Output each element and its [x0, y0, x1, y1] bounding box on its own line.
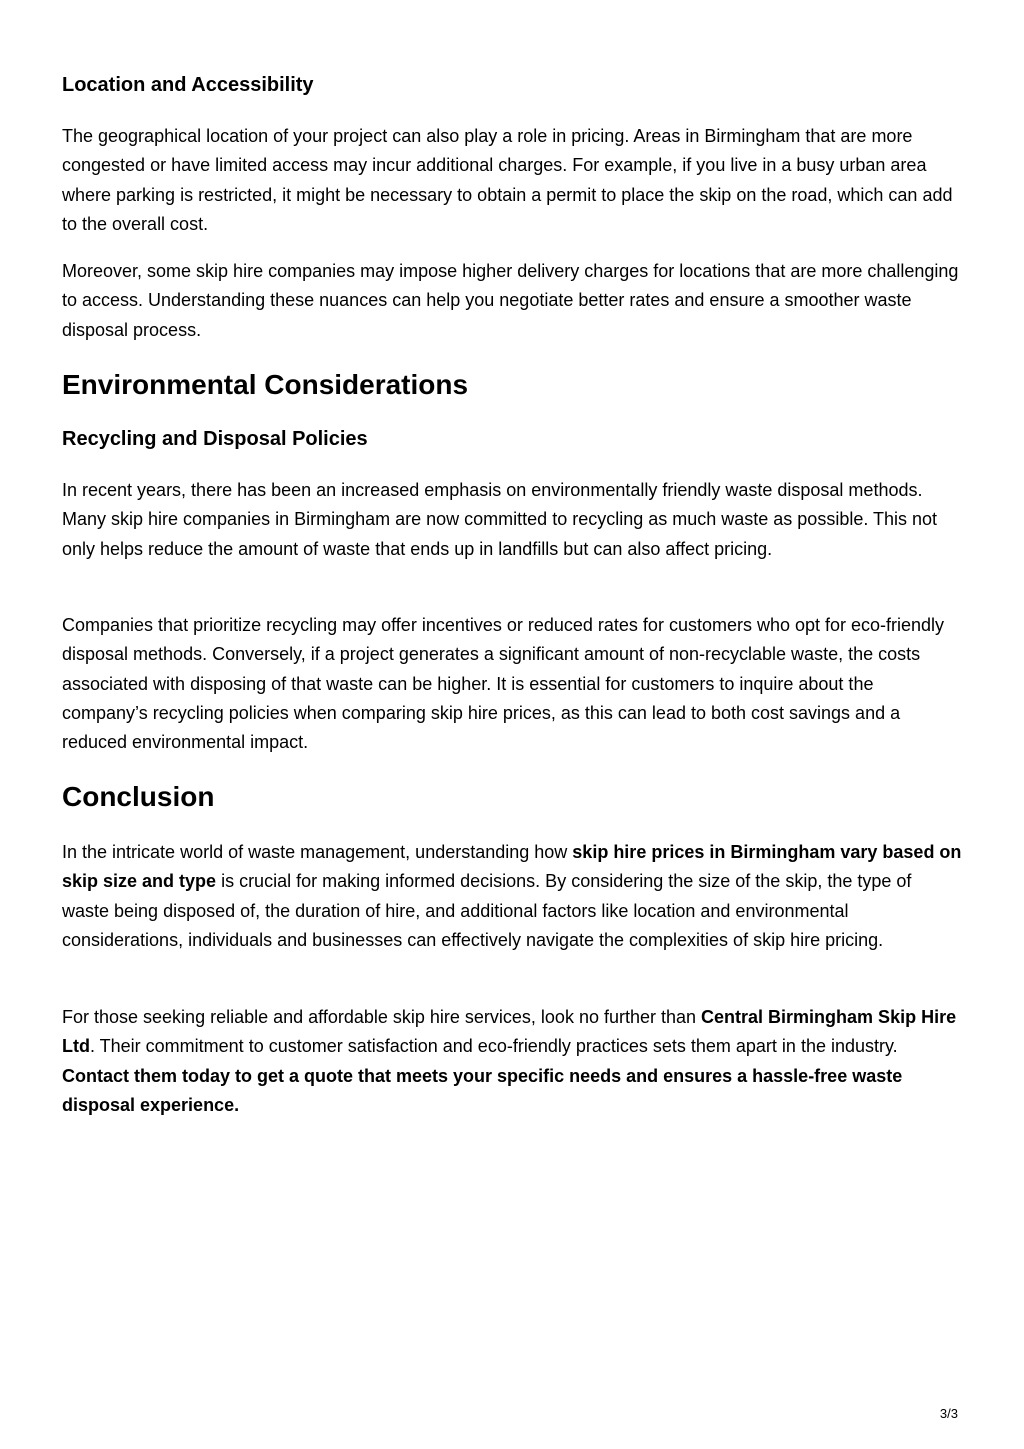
call-to-action-text: Contact them today to get a quote that meets your specific needs and ensures a hassle-free waste disposal experience.	[62, 1065, 903, 1115]
conclusion-p2-text-b: . Their commitment to customer satisfaction and eco-friendly practices sets them apart in the industry.	[89, 1036, 898, 1057]
conclusion-p1-text-b: is crucial for making informed decisions. By considering the size of the skip, the type of waste being disposed of, the duration of hire, and additional factors like location and environmental considerations, individuals and businesses can effectively navigate the complexities of skip hire pricing.	[62, 871, 912, 950]
environmental-heading: Environmental Considerations	[62, 369, 469, 400]
conclusion-paragraph-1	[62, 838, 962, 955]
conclusion-heading: Conclusion	[62, 781, 215, 812]
conclusion-p1-text-a: In the intricate world of waste management, understanding how	[62, 842, 573, 862]
recycling-heading: Recycling and Disposal Policies	[62, 428, 368, 450]
location-paragraph-2: Moreover, some skip hire companies may impose higher delivery charges for locations that are more challenging to access. Understanding these nuances can help you negotiate better rates and ensure a smoother waste disposal process.	[62, 261, 959, 340]
company-name: Central Birmingham Skip Hire Ltd	[62, 1007, 957, 1057]
conclusion-p1-bold: skip hire prices in Birmingham vary based on skip size and type	[62, 842, 962, 892]
recycling-paragraph-1: In recent years, there has been an increased emphasis on environmentally friendly waste disposal methods. Many skip hire companies in Birmingham are now committed to recycling as much waste as possible. This not only helps reduce the amount of waste that ends up in landfills but can also affect pricing.	[62, 480, 938, 559]
conclusion-p2-text-a: For those seeking reliable and affordable skip hire services, look no further than	[62, 1007, 702, 1027]
recycling-paragraph-2: Companies that prioritize recycling may offer incentives or reduced rates for customers who opt for eco-friendly disposal methods. Conversely, if a project generates a significant amount of non-recyclable waste, the costs associated with disposing of that waste can be higher. It is essential for customers to inquire about the company’s recycling policies when comparing skip hire prices, as this can lead to both cost savings and a reduced environmental impact.	[62, 615, 945, 753]
location-heading: Location and Accessibility	[62, 74, 314, 96]
page-number: 3/3	[939, 1406, 958, 1421]
conclusion-paragraph-2	[62, 1003, 962, 1120]
location-paragraph-1: The geographical location of your project can also play a role in pricing. Areas in Birmingham that are more congested or have limited access may incur additional charges. For example, if you live in a busy urban area where parking is restricted, it might be necessary to obtain a permit to place the skip on the road, which can add to the overall cost.	[62, 126, 953, 234]
